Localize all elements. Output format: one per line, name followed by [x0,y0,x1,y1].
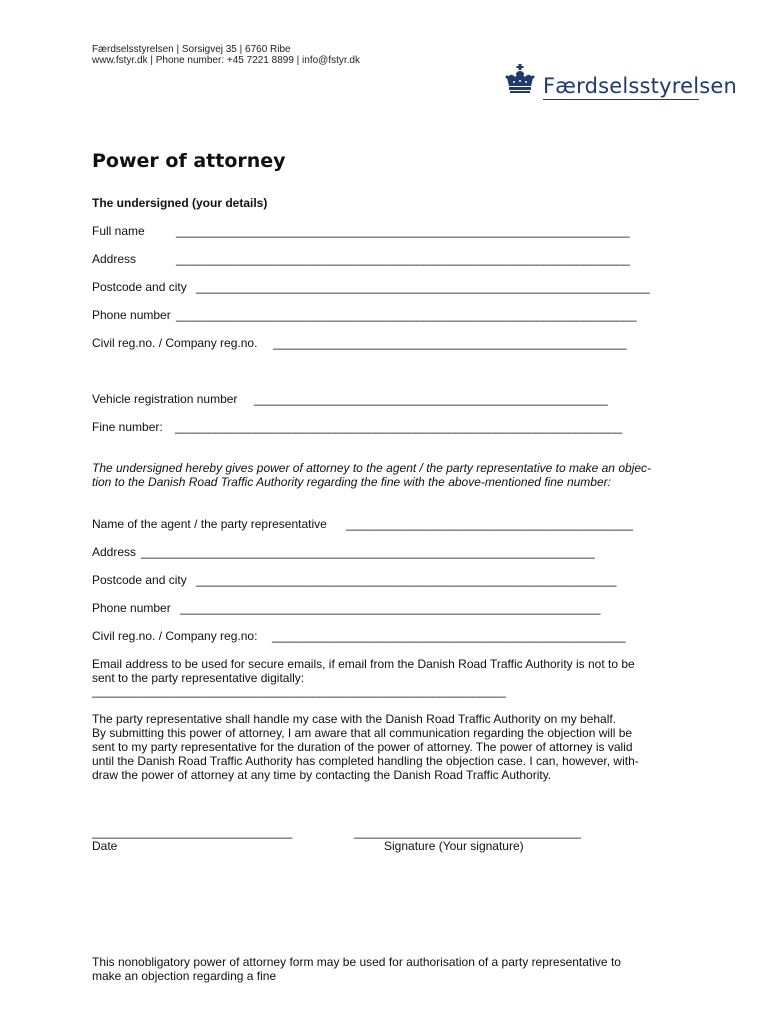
date-line[interactable]: ______________________________ [92,825,293,839]
crown-icon [503,64,537,98]
agent-address-line[interactable]: ____________________________________________________________________ [141,545,595,559]
agent-postcode-line[interactable]: _______________________________________________________________ [196,573,617,587]
body-line-3: sent to my party representative for the duration of the power of attorney. The power of attorney is valid [92,740,633,754]
body-line-5: draw the power of attorney at any time by contacting the Danish Road Traffic Authority. [92,768,552,782]
field-full-name-label: Full name [92,224,145,238]
date-label: Date [92,839,118,853]
field-postcode-label: Postcode and city [92,280,187,294]
agent-civil-reg-label: Civil reg.no. / Company reg.no: [92,629,258,643]
field-fine-number-line[interactable]: ___________________________________________________________________ [175,420,623,434]
field-civil-reg-line[interactable]: _____________________________________________________ [273,336,627,350]
header-address: Færdselsstyrelsen | Sorsigvej 35 | 6760 Ribe [92,44,291,55]
footer-line-2: make an objection regarding a fine [92,969,277,983]
field-phone-line[interactable]: _____________________________________________________________________ [176,308,637,322]
body-line-1: The party representative shall handle my case with the Danish Road Traffic Authority on my behalf. [92,712,617,726]
field-vehicle-reg-label: Vehicle registration number [92,392,238,406]
logo [503,64,738,104]
section-heading: The undersigned (your details) [92,196,268,210]
email-input-line[interactable]: ______________________________________________________________ [92,684,506,698]
signature-label: Signature (Your signature) [384,839,524,853]
email-note-line-2: sent to the party representative digitally: [92,671,305,685]
statement-line-2: tion to the Danish Road Traffic Authority regarding the fine with the above-mentioned fine number: [92,475,611,489]
agent-civil-reg-line[interactable]: _____________________________________________________ [272,629,626,643]
agent-phone-line[interactable]: _______________________________________________________________ [180,601,601,615]
footer-line-1: This nonobligatory power of attorney form may be used for authorisation of a party representative to [92,955,621,969]
statement-line-1: The undersigned hereby gives power of attorney to the agent / the party representative to make an objec- [92,461,652,475]
field-fine-number-label: Fine number: [92,420,163,434]
signature-line[interactable]: __________________________________ [354,825,581,839]
header-contact: www.fstyr.dk | Phone number: +45 7221 8899 | info@fstyr.dk [92,55,360,66]
agent-address-label: Address [92,545,137,559]
agent-postcode-label: Postcode and city [92,573,187,587]
field-postcode-line[interactable]: ____________________________________________________________________ [196,280,650,294]
body-line-4: until the Danish Road Traffic Authority has completed handling the objection case. I can, however, with- [92,754,639,768]
email-note-line-1: Email address to be used for secure emails, if email from the Danish Road Traffic Authority is not to be [92,657,635,671]
field-address-label: Address [92,252,137,266]
field-vehicle-reg-line[interactable]: _____________________________________________________ [254,392,608,406]
agent-phone-label: Phone number [92,601,171,615]
field-address-line[interactable]: ____________________________________________________________________ [176,252,630,266]
logo-text: Færdselsstyrelsen [543,74,738,98]
agent-name-label: Name of the agent / the party representative [92,517,327,531]
logo-underline [543,99,699,100]
page-title: Power of attorney [92,150,286,172]
agent-name-line[interactable]: ___________________________________________ [346,517,633,531]
field-full-name-line[interactable]: ____________________________________________________________________ [176,224,630,238]
body-line-2: By submitting this power of attorney, I am aware that all communication regarding the objection will be [92,726,633,740]
field-civil-reg-label: Civil reg.no. / Company reg.no. [92,336,258,350]
field-phone-label: Phone number [92,308,171,322]
